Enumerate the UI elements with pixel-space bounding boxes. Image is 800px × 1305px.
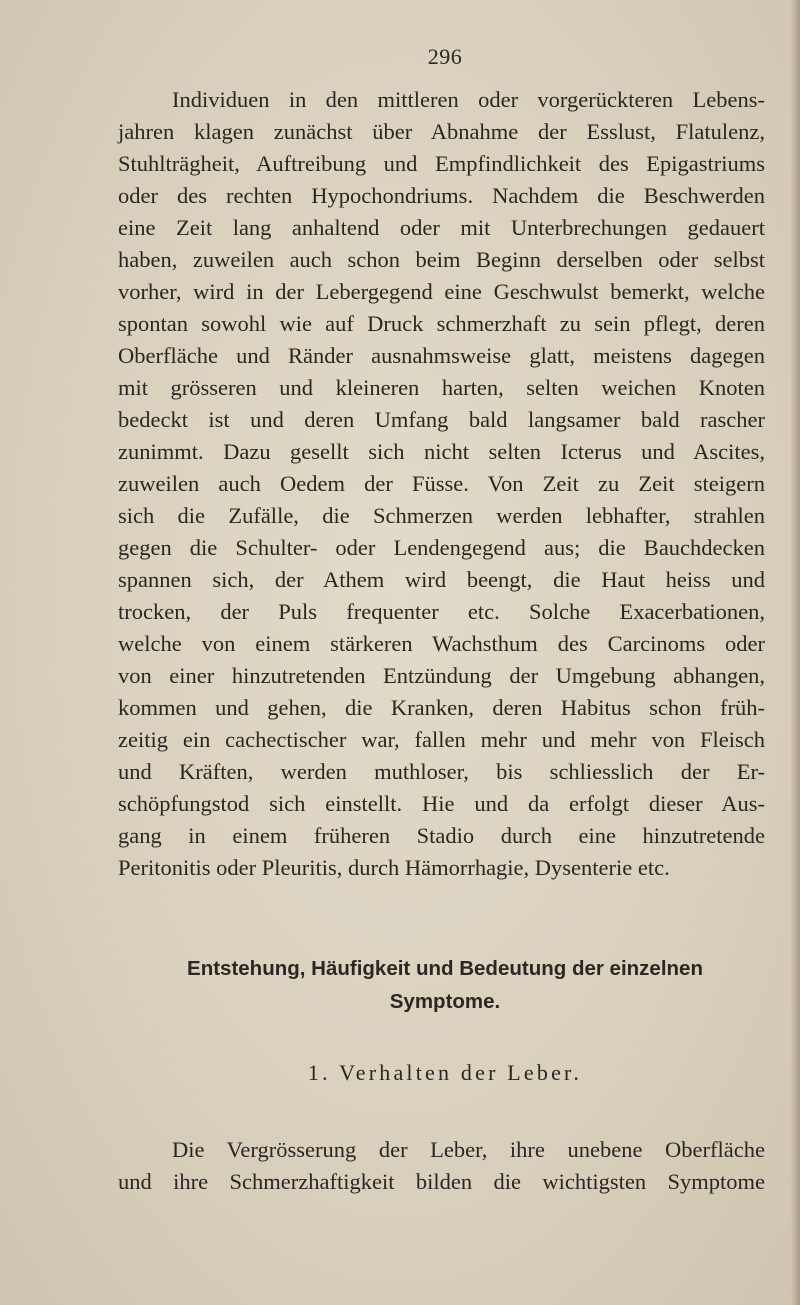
text-line: oder des rechten Hypochondriums. Nachdem die Beschwerden (118, 183, 765, 208)
text-line: und Kräften, werden muthloser, bis schliesslich der Er- (118, 759, 765, 784)
text-line: sich die Zufälle, die Schmerzen werden lebhafter, strahlen (118, 503, 765, 528)
text-line: spontan sowohl wie auf Druck schmerzhaft zu sein pflegt, deren (118, 311, 765, 336)
text-line: Individuen in den mittleren oder vorgerückteren Lebens- (172, 87, 765, 112)
text-line: eine Zeit lang anhaltend oder mit Unterbrechungen gedauert (118, 215, 765, 240)
page-number: 296 (427, 44, 463, 69)
paragraph-symptom-course (118, 84, 765, 884)
text-line: trocken, der Puls frequenter etc. Solche Exacerbationen, (118, 599, 765, 624)
text-line: welche von einem stärkeren Wachsthum des Carcinoms oder (118, 631, 765, 656)
subsection-heading: 1. Verhalten der Leber. (307, 1060, 583, 1085)
text-line: Stuhlträgheit, Auftreibung und Empfindlichkeit des Epigastriums (118, 151, 765, 176)
text-line: bedeckt ist und deren Umfang bald langsamer bald rascher (118, 407, 765, 432)
text-line: und ihre Schmerzhaftigkeit bilden die wichtigsten Symptome (118, 1169, 765, 1194)
text-line: vorher, wird in der Lebergegend eine Geschwulst bemerkt, welche (118, 279, 765, 304)
text-line: gang in einem früheren Stadio durch eine hinzutretende (118, 823, 765, 848)
text-line: gegen die Schulter- oder Lendengegend aus; die Bauchdecken (118, 535, 765, 560)
section-heading-line: Entstehung, Häufigkeit und Bedeutung der einzelnen (187, 957, 703, 980)
page-edge (791, 0, 800, 1305)
text-line: jahren klagen zunächst über Abnahme der Esslust, Flatulenz, (118, 119, 765, 144)
text-line: spannen sich, der Athem wird beengt, die Haut heiss und (118, 567, 765, 592)
text-line: mit grösseren und kleineren harten, selten weichen Knoten (118, 375, 765, 400)
section-heading-line: Symptome. (389, 990, 501, 1013)
text-line: zeitig ein cachectischer war, fallen mehr und mehr von Fleisch (118, 727, 765, 752)
text-line: zuweilen auch Oedem der Füsse. Von Zeit zu Zeit steigern (118, 471, 765, 496)
text-line: schöpfungstod sich einstellt. Hie und da erfolgt dieser Aus- (118, 791, 765, 816)
text-line: haben, zuweilen auch schon beim Beginn derselben oder selbst (118, 247, 765, 272)
text-line: von einer hinzutretenden Entzündung der Umgebung abhangen, (118, 663, 765, 688)
text-line: Die Vergrösserung der Leber, ihre unebene Oberfläche (172, 1137, 765, 1162)
text-line: Oberfläche und Ränder ausnahmsweise glatt, meistens dagegen (118, 343, 765, 368)
section-heading (0, 952, 800, 1018)
paragraph-liver-symptoms (118, 1134, 765, 1198)
text-line: kommen und gehen, die Kranken, deren Habitus schon früh- (118, 695, 765, 720)
text-line: Peritonitis oder Pleuritis, durch Hämorrhagie, Dysenterie etc. (118, 855, 670, 880)
text-line: zunimmt. Dazu gesellt sich nicht selten Icterus und Ascites, (118, 439, 765, 464)
